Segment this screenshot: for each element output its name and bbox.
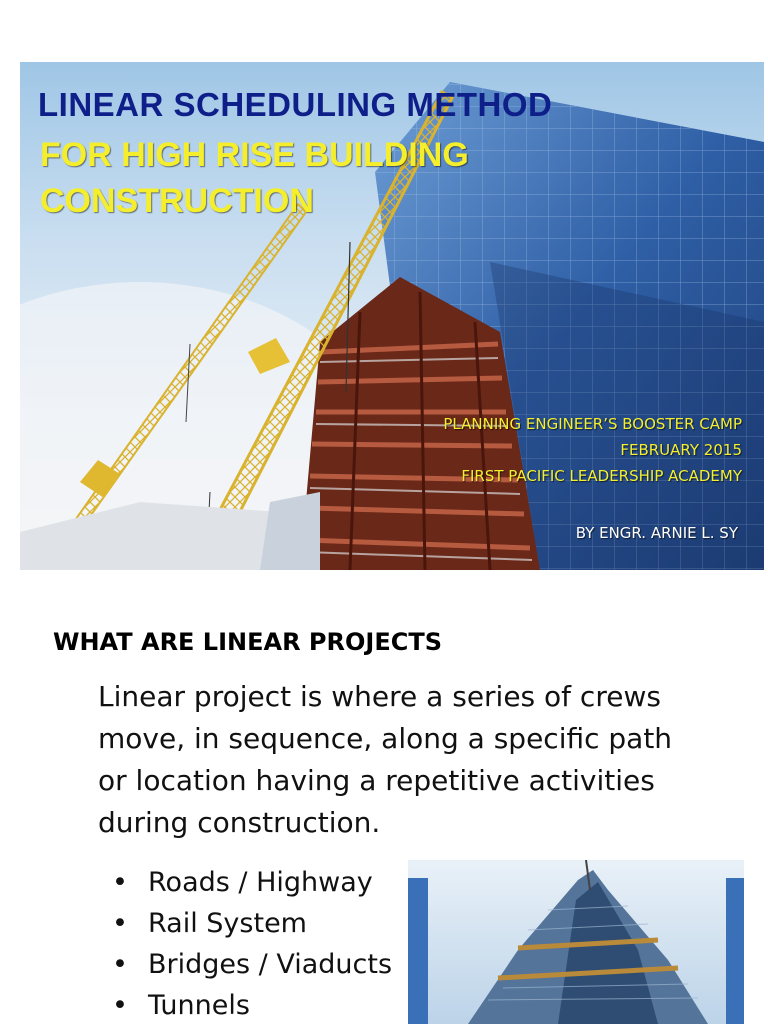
list-item-label: Tunnels	[148, 990, 250, 1021]
bullet-icon: •	[112, 949, 128, 980]
list-item	[112, 944, 392, 985]
bullet-icon: •	[112, 990, 128, 1021]
subtitle-line-3: FIRST PACIFIC LEADERSHIP ACADEMY	[461, 467, 742, 485]
author-credit: BY ENGR. ARNIE L. SY	[575, 524, 738, 542]
definition-paragraph	[98, 676, 688, 844]
building-photo	[408, 860, 744, 1024]
slide-title-line3-text: CONSTRUCTION	[40, 182, 314, 220]
subtitle-line-2: FEBRUARY 2015	[620, 441, 742, 459]
paragraph-line: Linear project is where a series of crews	[98, 680, 661, 713]
slide-title-line2	[40, 132, 469, 224]
list-item-label: Bridges / Viaducts	[148, 949, 393, 980]
paragraph-line: move, in sequence, along a specific path	[98, 722, 673, 755]
list-item	[112, 985, 392, 1026]
subtitle-line-1: PLANNING ENGINEER’S BOOSTER CAMP	[443, 415, 742, 433]
list-item-label: Roads / Highway	[148, 867, 373, 898]
section-heading: WHAT ARE LINEAR PROJECTS	[53, 628, 442, 656]
title-slide	[20, 62, 764, 570]
bullet-icon: •	[112, 867, 128, 898]
slide-title-line1: LINEAR SCHEDULING METHOD	[38, 86, 553, 123]
paragraph-line: during construction.	[98, 806, 381, 839]
bullet-icon: •	[112, 908, 128, 939]
list-item	[112, 862, 392, 903]
paragraph-line: or location having a repetitive activities	[98, 764, 655, 797]
high-rise-image	[408, 860, 744, 1024]
project-types-list	[112, 862, 392, 1026]
list-item-label: Rail System	[148, 908, 307, 939]
slide-title-line2-text: FOR HIGH RISE BUILDING	[40, 136, 469, 174]
list-item	[112, 903, 392, 944]
